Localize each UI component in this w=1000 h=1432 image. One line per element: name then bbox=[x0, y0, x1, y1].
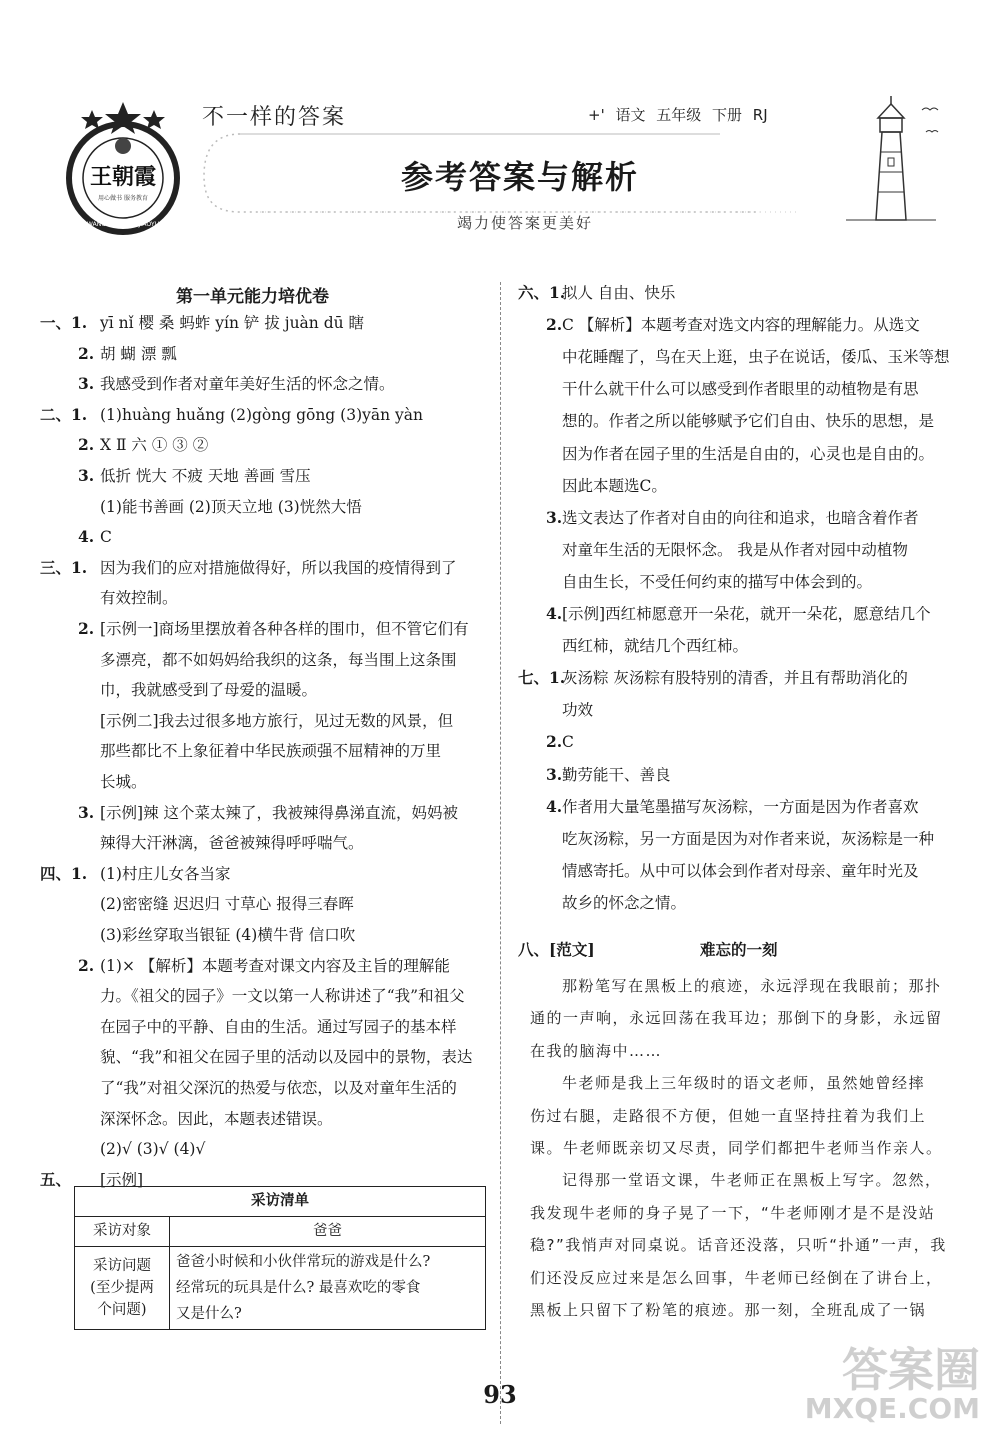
essay-line: 记得那一堂语文课，牛老师正在黑板上写字。忽然， bbox=[562, 1171, 942, 1190]
essay-line: 稳?”我悄声对同桌说。话音还没落，只听“扑通”一声，我 bbox=[530, 1236, 947, 1255]
answer-number: 2. bbox=[546, 315, 563, 335]
answer-line: 吃灰汤粽，另一方面是因为对作者来说，灰汤粽是一种 bbox=[562, 829, 935, 848]
answer-line: (1)× 【解析】本题考查对课文内容及主旨的理解能 bbox=[100, 956, 450, 975]
logo-small-text: 用心做书 服务教育 bbox=[98, 195, 148, 202]
answer-line: 因为我们的应对措施做得好，所以我国的疫情得到了 bbox=[100, 558, 457, 577]
answer-line: 拟人 自由、快乐 bbox=[562, 284, 676, 302]
answer-line: 灰汤粽 灰汤粽有股特别的清香，并且有帮助消化的 bbox=[562, 669, 908, 688]
slogan: 不一样的答案 bbox=[202, 105, 347, 130]
logo-ring-text: WANGZHAOXIANJIAOYU bbox=[86, 221, 160, 228]
essay-label: 八、[范文] bbox=[518, 940, 595, 959]
answer-line: 貌、“我”和祖父在园子里的活动以及园中的景物，表达 bbox=[100, 1048, 473, 1067]
logo-brand: 王朝霞 bbox=[89, 164, 157, 190]
essay-line: 通的一声响，永远回荡在我耳边；那倒下的身影，永远留 bbox=[530, 1009, 943, 1028]
answer-line: 辣得大汗淋漓，爸爸被辣得呼呼喘气。 bbox=[100, 834, 364, 853]
answer-line: 干什么就干什么可以感受到作者眼里的动植物是有思 bbox=[562, 380, 919, 399]
answer-number: 4. bbox=[546, 604, 563, 623]
answer-number: 2. bbox=[78, 343, 95, 363]
answer-line: (2)√ (3)√ (4)√ bbox=[100, 1140, 206, 1159]
answer-line: 西红柿，就结几个西红柿。 bbox=[562, 637, 749, 656]
answer-line: 长城。 bbox=[100, 773, 147, 791]
answer-line: 深深怀念。因此，本题表述错误。 bbox=[100, 1109, 333, 1128]
essay-line: 牛老师是我上三年级时的语文老师，虽然她曾经摔 bbox=[562, 1074, 926, 1093]
answer-number: 3. bbox=[78, 802, 95, 822]
answer-number: 3. bbox=[78, 374, 95, 394]
lighthouse-icon bbox=[836, 92, 946, 222]
essay-line: 我发现牛老师的身子晃了一下，“牛老师刚才是不是没站 bbox=[530, 1203, 936, 1222]
section-title: 第一单元能力培优卷 bbox=[176, 287, 329, 307]
answer-number: 三、1. bbox=[40, 557, 88, 577]
answer-number: 2. bbox=[78, 955, 95, 975]
book-meta-text: 语文 五年级 下册 RJ bbox=[615, 106, 768, 124]
answer-line: 自由生长，不受任何约束的描写中体会到的。 bbox=[562, 572, 873, 591]
answer-number: 4. bbox=[546, 796, 563, 816]
answer-line: 力。《祖父的园子》一文以第一人称讲述了“我”和祖父 bbox=[100, 987, 465, 1006]
publisher-logo bbox=[62, 98, 184, 248]
answer-line: C bbox=[100, 528, 112, 547]
essay-title: 难忘的一刻 bbox=[700, 941, 778, 959]
answer-line: 选文表达了作者对自由的向往和追求，也暗含着作者 bbox=[562, 508, 919, 527]
answer-line: 中花睡醒了，鸟在天上逛，虫子在说话，倭瓜、玉米等想 bbox=[562, 348, 950, 367]
answer-number: 3. bbox=[78, 466, 95, 485]
answer-line: (1)村庄儿女各当家 bbox=[100, 864, 231, 883]
answer-line: [示例]辣 这个菜太辣了，我被辣得鼻涕直流，妈妈被 bbox=[100, 803, 459, 822]
answer-number: 3. bbox=[546, 507, 563, 527]
answer-number: 六、1. bbox=[518, 283, 566, 302]
interview-table bbox=[74, 1186, 486, 1330]
answer-line: 故乡的怀念之情。 bbox=[562, 893, 687, 912]
answer-line: 想的。作者之所以能够赋予它们自由、快乐的思想，是 bbox=[562, 412, 935, 431]
watermark bbox=[760, 1343, 980, 1426]
answer-line: (3)彩丝穿取当银钲 (4)横牛背 信口吹 bbox=[100, 926, 356, 944]
answer-line: (1)能书善画 (2)顶天立地 (3)恍然大悟 bbox=[100, 497, 362, 516]
essay-line: 黑板上只留下了粉笔的痕迹。那一刻，全班乱成了一锅 bbox=[530, 1301, 927, 1319]
essay-line: 课。牛老师既亲切又尽责，同学们都把牛老师当作亲人。 bbox=[530, 1139, 943, 1157]
answer-line: 多漂亮，都不如妈妈给我织的这条，每当围上这条围 bbox=[100, 650, 457, 669]
answer-line: 因此本题选C。 bbox=[562, 476, 667, 495]
table-row-value: 爸爸 bbox=[170, 1217, 486, 1247]
essay-line: 伤过右腿，走路很不方便，但她一直坚持拄着为我们上 bbox=[530, 1106, 927, 1125]
answer-line: C bbox=[562, 733, 574, 752]
watermark-logo-text: 答案圈 bbox=[842, 1343, 980, 1397]
answer-line: 低折 恍大 不疲 天地 善画 雪压 bbox=[100, 467, 311, 485]
answer-line: 对童年生活的无限怀念。 我是从作者对园中动植物 bbox=[562, 540, 908, 559]
answer-line: 巾，我就感受到了母爱的温暖。 bbox=[100, 681, 318, 700]
table-row-label: 采访对象 bbox=[75, 1217, 170, 1247]
page-number: 93 bbox=[483, 1380, 517, 1409]
answer-line: C 【解析】本题考查对选文内容的理解能力。从选文 bbox=[562, 316, 920, 335]
answer-line: 因为作者在园子里的生活是自由的，心灵也是自由的。 bbox=[562, 444, 935, 463]
answer-line: (2)密密缝 迟迟归 寸草心 报得三春晖 bbox=[100, 895, 354, 914]
plus-icon: +' bbox=[588, 106, 616, 124]
answer-number: 2. bbox=[546, 732, 563, 752]
answer-number: 一、1. bbox=[40, 313, 88, 332]
tagline: 竭力使答案更美好 bbox=[456, 214, 593, 232]
answer-number: 二、1. bbox=[40, 404, 88, 424]
table-row-label: 采访问题 (至少提两 个问题) bbox=[75, 1247, 170, 1330]
page-title: 参考答案与解析 bbox=[400, 158, 639, 196]
answer-line: [示例] bbox=[100, 1170, 144, 1189]
answer-line: 功效 bbox=[562, 701, 594, 720]
answer-line: 那些都比不上象征着中华民族顽强不屈精神的万里 bbox=[100, 742, 442, 761]
answer-line: 了“我”对祖父深沉的热爱与依恋，以及对童年生活的 bbox=[100, 1079, 457, 1097]
answer-line: (1)huàng huǎng (2)gòng gōng (3)yān yàn bbox=[100, 405, 424, 424]
column-divider bbox=[500, 282, 501, 1424]
answer-line: [示例]西红柿愿意开一朵花，就开一朵花，愿意结几个 bbox=[562, 605, 931, 623]
answer-line: yī nǐ 樱 桑 蚂蚱 yín 铲 拔 juàn dū 瞎 bbox=[100, 314, 365, 332]
answer-line: 有效控制。 bbox=[100, 589, 178, 608]
answer-line: X Ⅱ 六 ① ③ ② bbox=[100, 436, 209, 455]
answer-line: 勤劳能干、善良 bbox=[562, 765, 671, 784]
answer-line: [示例二]我去过很多地方旅行，见过无数的风景，但 bbox=[100, 711, 454, 730]
answer-line: 在园子中的平静、自由的生活。通过写园子的基本样 bbox=[100, 1017, 457, 1036]
watermark-url: MXQE.COM bbox=[804, 1392, 980, 1425]
answer-line: 情感寄托。从中可以体会到作者对母亲、童年时光及 bbox=[562, 861, 919, 880]
table-title: 采访清单 bbox=[75, 1187, 486, 1217]
answer-number: 3. bbox=[546, 764, 563, 784]
answer-line: 胡 蝴 漂 瓢 bbox=[100, 344, 177, 363]
answer-number: 2. bbox=[78, 435, 95, 455]
table-row-value: 爸爸小时候和小伙伴常玩的游戏是什么? 经常玩的玩具是什么? 最喜欢吃的零食 又是什么? bbox=[170, 1247, 486, 1330]
answer-line: 我感受到作者对童年美好生活的怀念之情。 bbox=[100, 375, 395, 394]
answer-line: 作者用大量笔墨描写灰汤粽，一方面是因为作者喜欢 bbox=[562, 797, 919, 816]
answer-number: 七、1. bbox=[518, 668, 566, 688]
essay-line: 们还没反应过来是怎么回事，牛老师已经倒在了讲台上， bbox=[530, 1268, 943, 1287]
answer-number: 4. bbox=[78, 527, 95, 547]
answer-number: 2. bbox=[78, 619, 95, 638]
book-meta bbox=[588, 104, 768, 125]
answer-number: 五、 bbox=[40, 1169, 72, 1189]
answer-line: [示例一]商场里摆放着各种各样的围巾，但不管它们有 bbox=[100, 620, 469, 638]
essay-line: 在我的脑海中…… bbox=[530, 1041, 663, 1060]
essay-line: 那粉笔写在黑板上的痕迹，永远浮现在我眼前；那扑 bbox=[562, 977, 942, 995]
answer-number: 四、1. bbox=[40, 863, 88, 883]
